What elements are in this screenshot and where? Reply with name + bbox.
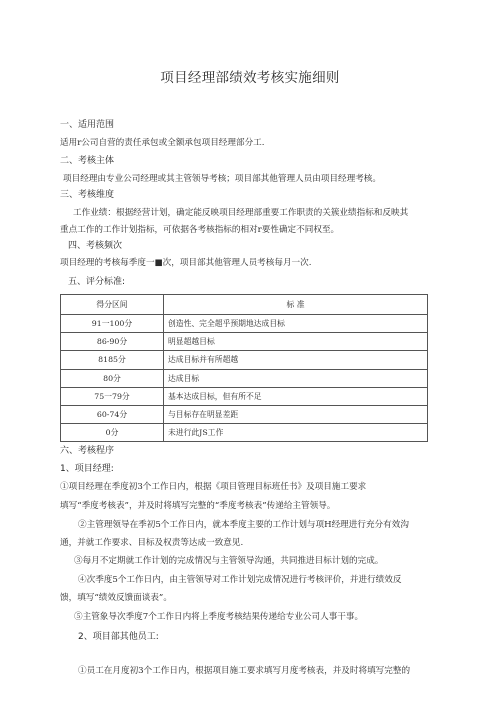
table-row [61, 369, 428, 387]
table-header-row [61, 295, 428, 315]
table-cell-standard: 达成目标 [164, 369, 428, 387]
table-cell-standard: 基本达成目标，但有所不足 [164, 387, 428, 405]
table-cell-range: 0分 [61, 424, 164, 442]
section-1-body: 适用r公司自营的责任承包或全额承包项目经理部分工. [60, 138, 265, 148]
subsection-2-heading: 2、项目部其他员工: [78, 632, 159, 642]
table-header-standard: 标 准 [164, 295, 428, 315]
table-row [61, 405, 428, 423]
table-cell-range: 60-74分 [61, 405, 164, 423]
table-row [61, 333, 428, 351]
section-4-body: 项目经理的考核每季度一■次，项目部其他管理人员考核每月一次. [60, 258, 312, 268]
table-cell-standard: 创造性、完全超乎预期地达成目标 [164, 315, 428, 333]
document-title: 项目经理部绩效考核实施细则 [160, 70, 340, 86]
section-2-heading: 二、考核主体 [60, 156, 115, 166]
section-2-body: 项目经理由专业公司经理或其主管领导考核；项目部其他管理人员由项目经理考核。 [63, 174, 381, 184]
score-table [60, 294, 428, 442]
table-cell-range: 8185分 [61, 351, 164, 369]
section-5-heading: 五、评分标准: [68, 277, 126, 287]
procedure-2-line-1: ②主管理领导在季初5个工作日内，就本季度主要的工作计划与项H经理进行充分有效沟 [78, 520, 409, 530]
table-row [61, 424, 428, 442]
procedure-2-line-2: 通，并就工作要求、目标及权责等达成一致意见. [60, 538, 244, 548]
table-cell-standard: 与目标存在明显差距 [164, 405, 428, 423]
section-3-body-line-2: 重点工作的工作计划指标，可依据各考核指标的相对r要性确定不同权至。 [60, 225, 340, 235]
procedure-1-line-2: 填写“季度考核表”，并及时将填写完整的“季度考核表”传递给主管领导。 [60, 501, 336, 511]
procedure-5: ⑤主管象导次季度7个工作日内将上季度考核结果传递给专业公司人事干事。 [74, 612, 364, 622]
table-cell-range: 80分 [61, 369, 164, 387]
section-6-heading: 六、考核程序 [60, 446, 115, 456]
procedure-6-line-1: ①员工在月度初3个工作日内，根据项目施工要求填写月度考核表，并及时将填写完整的 [78, 666, 411, 676]
table-cell-range: 86-90分 [61, 333, 164, 351]
procedure-3: ③每月不定期就工作计划的完成情况与主管领导沟通，共同推进目标计划的完成。 [74, 556, 384, 566]
section-3-body-line-1: 工作业绩：根据经营计划，确定能反映项目经理部重要工作职责的关簇业绩指标和反映其 [73, 208, 409, 218]
section-1-heading: 一、适用范围 [60, 120, 115, 130]
table-row [61, 315, 428, 333]
table-cell-standard: 未进行此JS工作 [164, 424, 428, 442]
table-header-range: 得分区间 [61, 295, 164, 315]
procedure-4-line-2: 馈，填写“绩效反馈面谈表”。 [60, 593, 172, 603]
table-cell-range: 75一79分 [61, 387, 164, 405]
table-cell-standard: 明显超越目标 [164, 333, 428, 351]
subsection-1-heading: 1、项目经理: [60, 464, 114, 474]
procedure-1-line-1: ①项目经理在季度初3个工作日内，根据《项目管理目标班任书》及项目施工要求 [60, 482, 367, 492]
table-cell-standard: 达成目标并有所超越 [164, 351, 428, 369]
section-4-heading: 四、考核频次 [68, 241, 123, 251]
table-row [61, 351, 428, 369]
table-cell-range: 91一100分 [61, 315, 164, 333]
table-row [61, 387, 428, 405]
procedure-4-line-1: ④次季度5个工作日内，由主管领导对工作计划完成情况进行考核评价，并进行绩效反 [78, 575, 402, 585]
section-3-heading: 三、考核维度 [60, 190, 115, 200]
